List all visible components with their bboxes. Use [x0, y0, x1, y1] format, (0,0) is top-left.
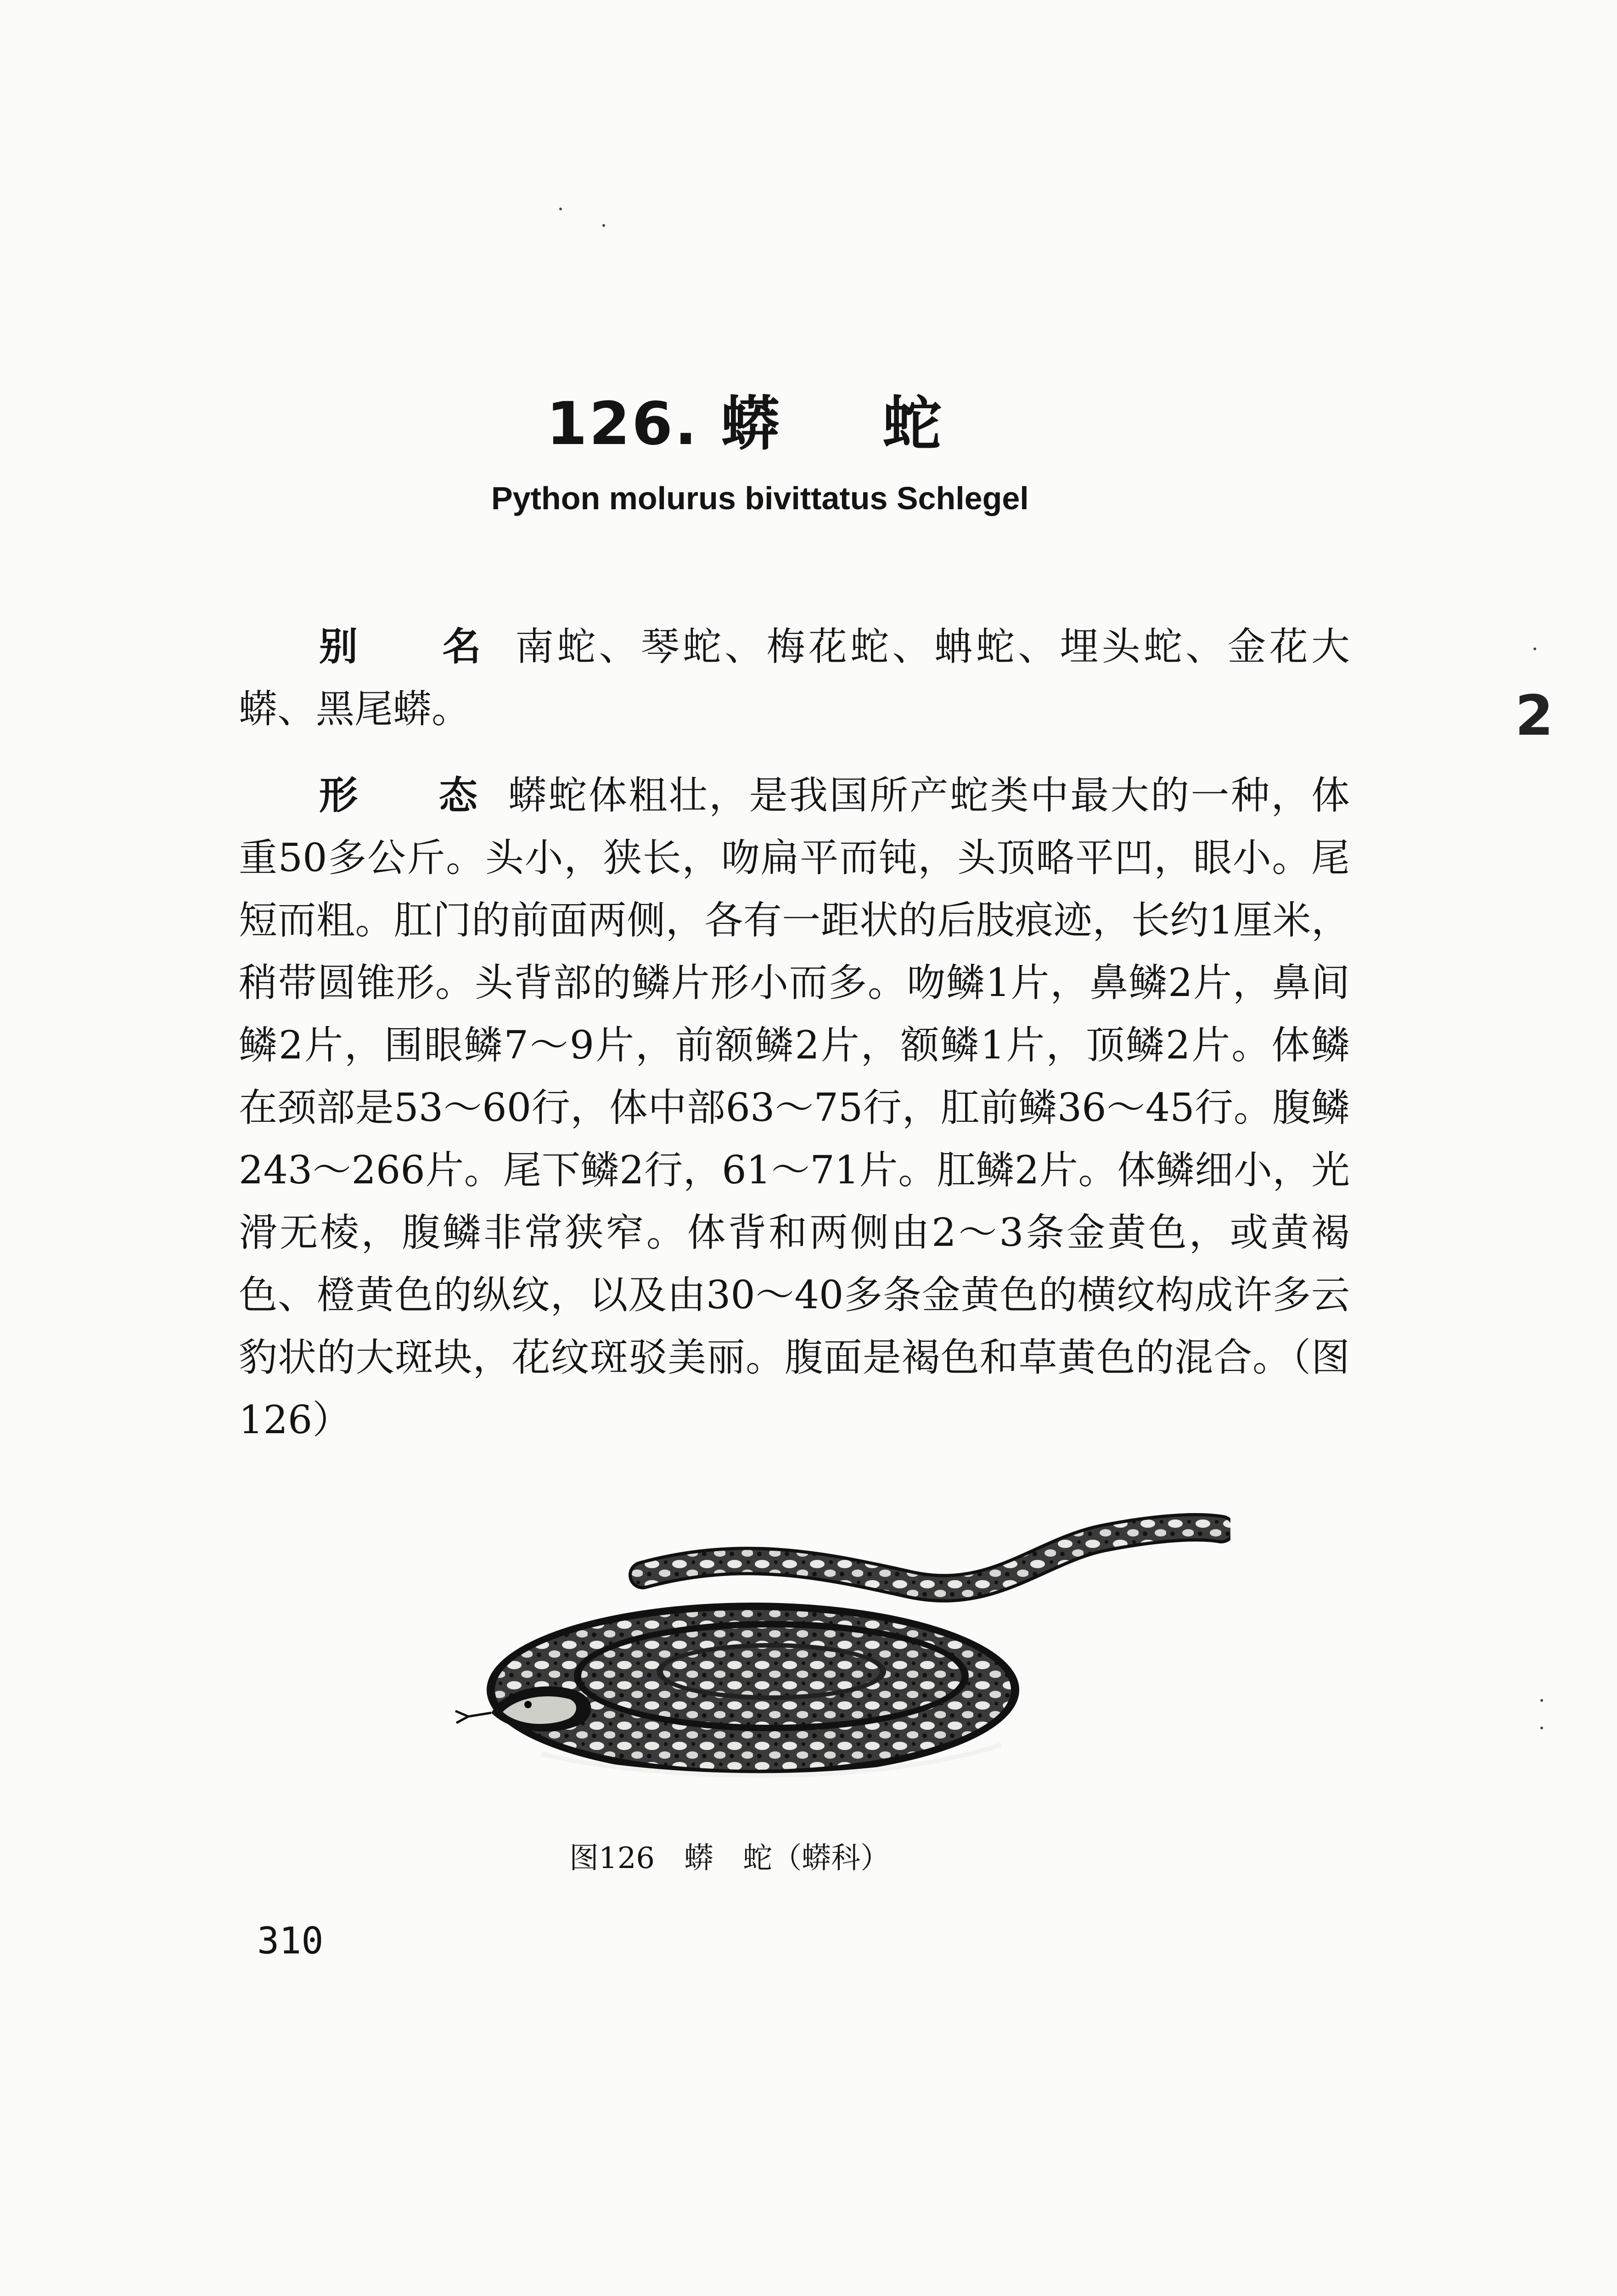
- section-title: [546, 377, 1005, 461]
- page-speck: [1533, 647, 1536, 650]
- figure-caption: 图126 蟒 蛇（蟒科）: [569, 1841, 890, 1875]
- scientific-name: Python molurus bivittatus Schlegel: [491, 480, 1029, 516]
- title-char-1: 蟒: [721, 390, 782, 458]
- alias-paragraph: [239, 615, 1350, 740]
- morphology-text: 蟒蛇体粗壮，是我国所产蛇类中最大的一种，体重50多公斤。头小，狭长，吻扁平而钝，头顶略平凹，眼小。尾短而粗。肛门的前面两侧，各有一距状的后肢痕迹，长约1厘米，稍带圆锥形。头背部的鳞片形小而多。吻鳞1片，鼻鳞2片，鼻间鳞2片，围眼鳞7～9片，前额鳞2片，额鳞1片，顶鳞2片。体鳞在颈部是53～60行，体中部63～75行，肛前鳞36～45行。腹鳞243～266片。尾下鳞2行，61～71片。肛鳞2片。体鳞细小，光滑无棱，腹鳞非常狭窄。体背和两侧由2～3条金黄色，或黄褐色、橙黄色的纵纹，以及由30～40多条金黄色的横纹构成许多云豹状的大斑块，花纹斑驳美丽。腹面是褐色和草黄色的混合。（图126）: [239, 773, 1350, 1442]
- page-speck: [559, 208, 562, 210]
- morphology-label: 形 态: [319, 773, 479, 818]
- section-number: 126.: [546, 390, 699, 458]
- page-speck: [1540, 1699, 1543, 1702]
- python-illustration: [422, 1497, 1230, 1800]
- page-speck: [1540, 1727, 1543, 1729]
- title-char-2: 蛇: [882, 390, 943, 458]
- page-number: 310: [257, 1919, 324, 1962]
- alias-text: 南蛇、琴蛇、梅花蛇、蚺蛇、埋头蛇、金花大蟒、黑尾蟒。: [239, 624, 1350, 732]
- body-text: [239, 615, 1350, 1475]
- morphology-paragraph: [239, 764, 1350, 1451]
- margin-mark: 2: [1515, 684, 1554, 748]
- page-speck: [602, 224, 605, 227]
- alias-label: 别 名: [319, 624, 484, 669]
